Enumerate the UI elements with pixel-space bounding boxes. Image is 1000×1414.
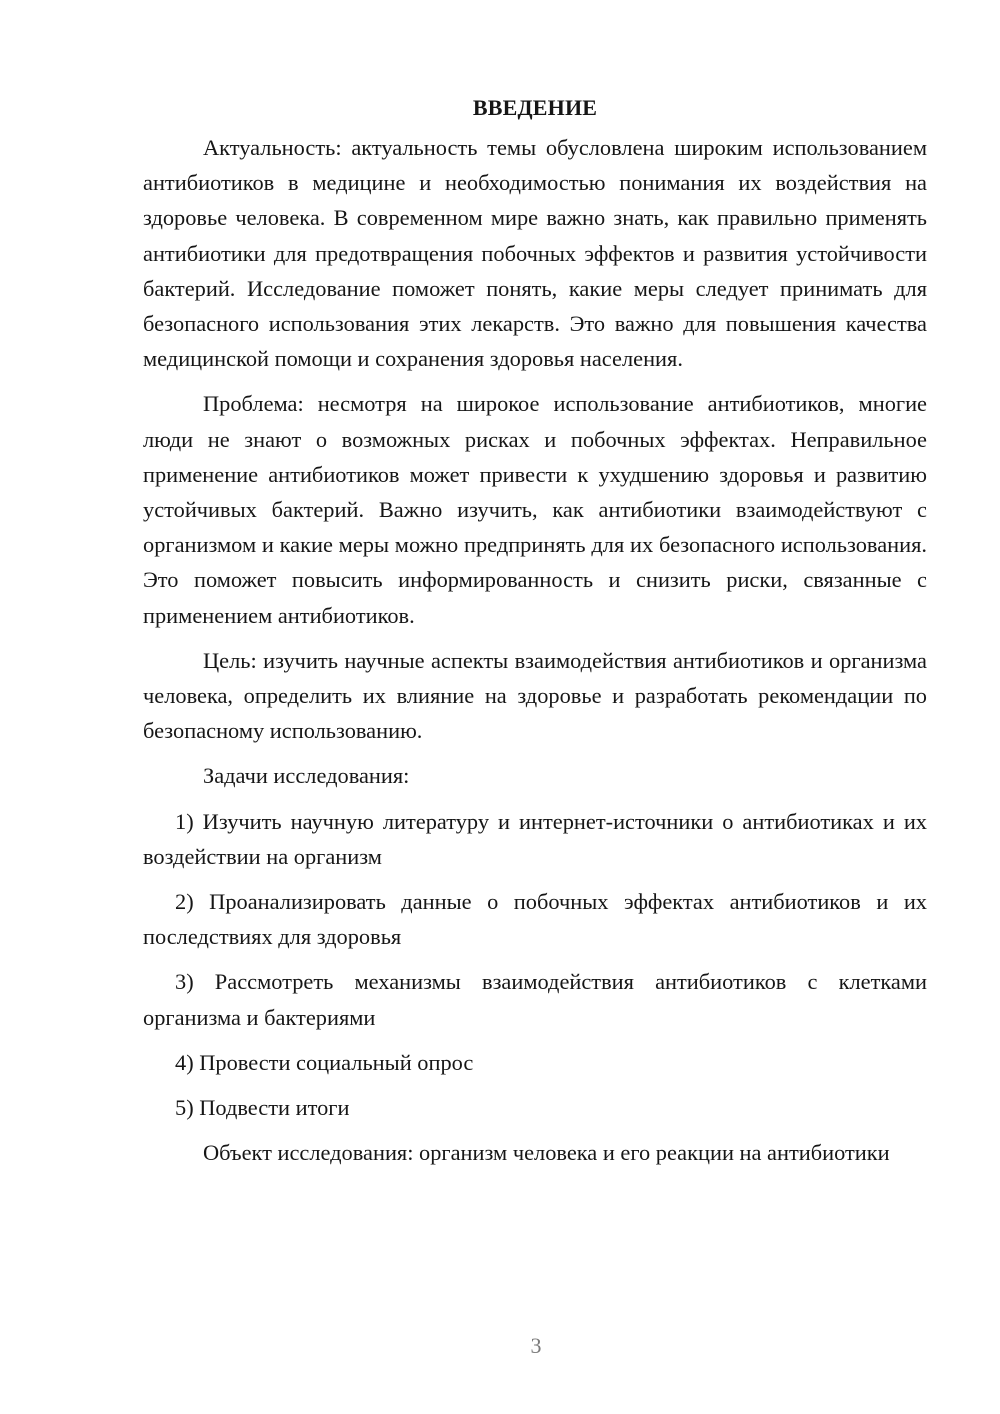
section-heading: ВВЕДЕНИЕ [472, 95, 598, 120]
paragraph-object: Объект исследования: организм человека и его реакции на антибиотики [203, 1140, 890, 1166]
page-content [143, 90, 927, 1170]
paragraph-relevance: Актуальность: актуальность темы обусловлена широким использованием антибиотиков в медицине и необходимостью понимания их воздействия на здоровье человека. В современном мире важно знать, как правильно применять антибиотики для предотвращения побочных эффектов и развития устойчивости бактерий. Исследование поможет понять, какие меры следует принимать для безопасного использования этих лекарств. Это важно для повышения качества медицинской помощи и сохранения здоровья населения. [143, 135, 927, 372]
task-item-1: 1) Изучить научную литературу и интернет-источники о антибиотиках и их воздействии на организм [143, 808, 927, 869]
paragraph-goal: Цель: изучить научные аспекты взаимодействия антибиотиков и организма человека, определить их влияние на здоровье и разработать рекомендации по безопасному использованию. [143, 647, 927, 744]
task-item-5: 5) Подвести итоги [175, 1095, 350, 1121]
task-item-2: 2) Проанализировать данные о побочных эффектах антибиотиков и их последствиях для здоровья [143, 889, 927, 950]
task-item-4: 4) Провести социальный опрос [175, 1049, 474, 1075]
task-item-3: 3) Рассмотреть механизмы взаимодействия антибиотиков с клетками организма и бактериями [143, 969, 927, 1030]
paragraph-problem: Проблема: несмотря на широкое использование антибиотиков, многие люди не знают о возможных рисках и побочных эффектах. Неправильное применение антибиотиков может привести к ухудшению здоровья и развитию устойчивых бактерий. Важно изучить, как антибиотики взаимодействуют с организмом и какие меры можно предпринять для их безопасного использования. Это поможет повысить информированность и снизить риски, связанные с применением антибиотиков. [143, 391, 927, 628]
page-number: 3 [530, 1333, 542, 1358]
tasks-heading: Задачи исследования: [203, 763, 410, 789]
